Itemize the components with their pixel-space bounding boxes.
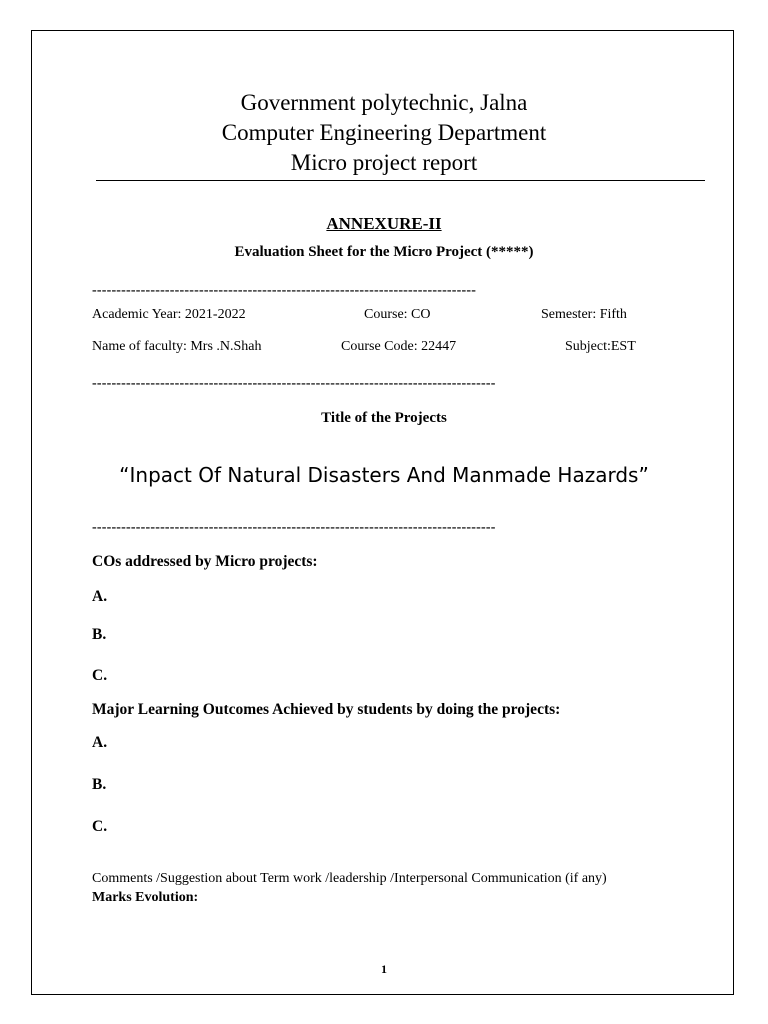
annexure-title: ANNEXURE-II [326,214,442,233]
co-item-a: A. [92,588,108,605]
academic-year: Academic Year: 2021-2022 [92,307,246,322]
co-item-b: B. [92,626,107,643]
outcome-item-b: B. [92,776,107,793]
marks-label: Marks Evolution: [92,890,199,905]
project-heading: Title of the Projects [321,410,447,426]
outcomes-heading: Major Learning Outcomes Achieved by students by doing the projects: [92,701,561,718]
cos-heading: COs addressed by Micro projects: [92,553,318,570]
report-title: Micro project report [290,150,478,175]
outcome-item-c: C. [92,818,108,835]
outcome-item-a: A. [92,734,108,751]
project-title: “Inpact Of Natural Disasters And Manmade Hazards” [119,463,649,487]
institute-name: Government polytechnic, Jalna [240,90,528,115]
department-name: Computer Engineering Department [221,120,547,145]
subject: Subject:EST [565,339,636,354]
separator-1: ------------------------------------------------------------------------------- [92,283,477,298]
course: Course: CO [364,307,431,322]
separator-3: ----------------------------------------------------------------------------------- [92,520,496,535]
annexure-subtitle: Evaluation Sheet for the Micro Project (*****) [234,244,534,260]
page-number: 1 [381,962,387,976]
separator-2: ----------------------------------------------------------------------------------- [92,376,496,391]
faculty-name: Name of faculty: Mrs .N.Shah [92,339,262,354]
course-code: Course Code: 22447 [341,339,457,354]
co-item-c: C. [92,667,108,684]
comments-line: Comments /Suggestion about Term work /leadership /Interpersonal Communication (if any) [92,871,607,886]
header-divider [96,180,705,181]
semester: Semester: Fifth [541,307,627,322]
